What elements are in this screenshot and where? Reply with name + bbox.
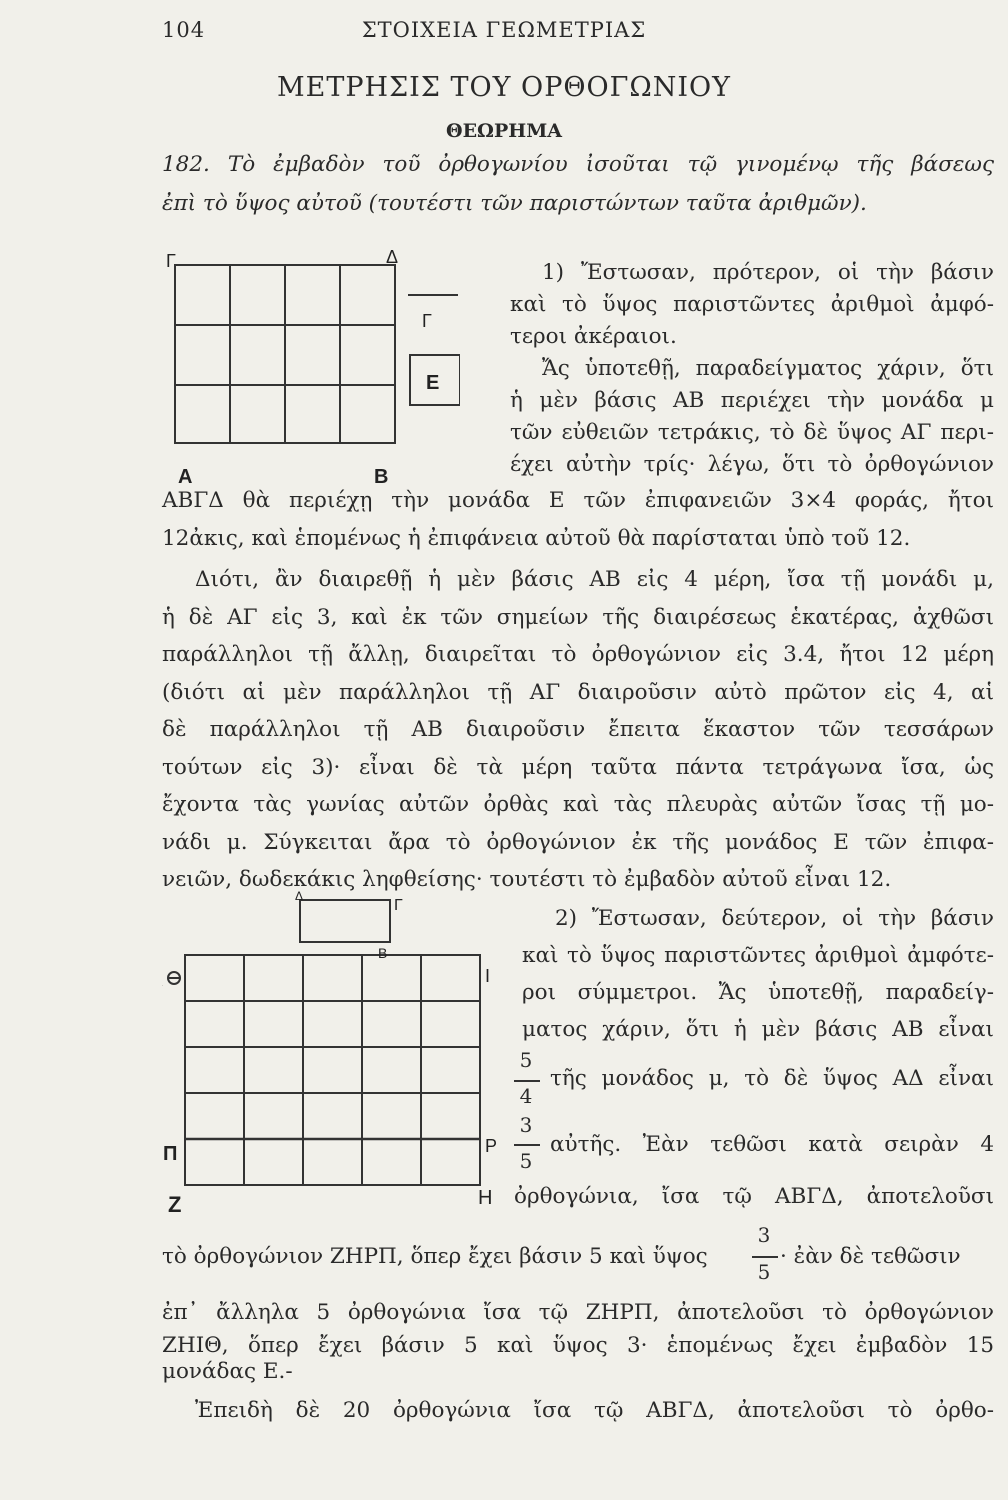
- figure-rectangle-grid: [160, 245, 460, 495]
- p3-line-4: ματος χάριν, ὅτι ἡ μὲν βάσις ΑΒ εἶναι: [522, 1017, 994, 1042]
- p2-line-8: νάδι μ. Σύγκειται ἄρα τὸ ὀρθογώνιον ἐκ τῆς μονάδος Ε τῶν ἐπιφα-: [162, 830, 994, 855]
- p5-line-1: ἐπ᾽ ἄλληλα 5 ὀρθογώνια ἴσα τῷ ΖΗΡΠ, ἀποτελοῦσι τὸ ὀρθογώνιον: [162, 1300, 994, 1325]
- p2-line-6: τούτων εἰς 3)· εἶναι δὲ τὰ μέρη ταῦτα πάντα τετράγωνα ἴσα, ὡς: [162, 755, 994, 780]
- label-gamma-small: Γ: [394, 897, 403, 914]
- fraction-1-bar: [514, 1080, 540, 1082]
- p1-line-5: ἡ μὲν βάσις ΑΒ περιέχει τὴν μονάδα μ: [510, 388, 994, 413]
- fraction-3-numerator: 3: [757, 1223, 771, 1247]
- label-unit-segment: Γ: [422, 311, 432, 331]
- theorem-label: ΘΕΩΡΗΜΑ: [446, 120, 562, 142]
- p2-line-2: ἡ δὲ ΑΓ εἰς 3, καὶ ἐκ τῶν σημείων τῆς διαιρέσεως ἑκατέρας, ἀχθῶσι: [162, 605, 994, 630]
- p1-line-9: 12ἀκις, καὶ ἑπομένως ἡ ἐπιφάνεια αὐτοῦ θὰ παρίσταται ὑπὸ τοῦ 12.: [162, 526, 911, 551]
- rectangle-zhith: [185, 955, 480, 1185]
- p1-line-4: Ἄς ὑποτεθῇ, παραδείγματος χάριν, ὅτι: [542, 356, 994, 381]
- label-zeta: Ζ: [168, 1192, 182, 1217]
- label-iota: Ι: [485, 966, 491, 986]
- label-gamma: Γ: [166, 251, 176, 271]
- p4-text-a: τὸ ὀρθογώνιον ΖΗΡΠ, ὅπερ ἔχει βάσιν 5 καὶ ὕψος: [162, 1244, 708, 1269]
- p3-line-1: 2) Ἔστωσαν, δεύτερον, οἱ τὴν βάσιν: [555, 906, 994, 931]
- fraction-2-denominator: 5: [519, 1149, 533, 1173]
- fraction-3-denominator: 5: [757, 1260, 771, 1284]
- p2-line-9: νειῶν, δωδεκάκις ληφθείσης· τουτέστι τὸ ἐμβαδὸν αὐτοῦ εἶναι 12.: [162, 867, 892, 892]
- p1-line-3: τεροι ἀκέραιοι.: [510, 324, 677, 349]
- p1-line-2: καὶ τὸ ὕψος παριστῶντες ἀριθμοὶ ἀμφό-: [510, 292, 994, 317]
- p2-line-3: παράλληλοι τῇ ἄλλῃ, διαιρεῖται τὸ ὀρθογώνιον εἰς 3.4, ἤτοι 12 μέρη: [162, 642, 994, 667]
- p2-line-1: Διότι, ἂν διαιρεθῇ ἡ μὲν βάσις ΑΒ εἰς 4 μέρη, ἴσα τῇ μονάδι μ,: [195, 567, 994, 592]
- p2-line-4: (διότι αἱ μὲν παράλληλοι τῇ ΑΓ διαιροῦσιν αὐτὸ πρῶτον εἰς 4, αἱ: [162, 680, 994, 705]
- svg-text:Θ: Θ: [162, 986, 163, 987]
- theorem-line-2: ἐπὶ τὸ ὕψος αὐτοῦ (τουτέστι τῶν παριστώντων ταῦτα ἀριθμῶν).: [162, 191, 867, 216]
- label-e: Ε: [426, 372, 440, 394]
- label-b-small: Β: [378, 945, 388, 961]
- p5-line-2: ΖΗΙΘ, ὅπερ ἔχει βάσιν 5 καὶ ὕψος 3· ἑπομένως ἔχει ἐμβαδὸν 15: [162, 1333, 994, 1358]
- figure-composite-rectangles: [160, 890, 505, 1230]
- fraction-2-bar: [514, 1144, 540, 1146]
- label-delta: Δ: [386, 247, 399, 267]
- label-b: Β: [374, 466, 389, 488]
- p3-line-3: ροι σύμμετροι. Ἄς ὑποτεθῇ, παραδείγ-: [522, 980, 994, 1005]
- label-eta: Η: [478, 1187, 493, 1209]
- p3-line-6: αὐτῆς. Ἐὰν τεθῶσι κατὰ σειρὰν 4: [550, 1132, 994, 1157]
- p2-line-5: δὲ παράλληλοι τῇ ΑΒ διαιροῦσιν ἔπειτα ἕκαστον τῶν τεσσάρων: [162, 717, 994, 742]
- p1-line-8: ΑΒΓΔ θὰ περιέχῃ τὴν μονάδα Ε τῶν ἐπιφανειῶν 3×4 φοράς, ἤτοι: [162, 488, 994, 513]
- p1-line-1: 1) Ἔστωσαν, πρότερον, οἱ τὴν βάσιν: [542, 260, 994, 285]
- p3-line-2: καὶ τὸ ὕψος παριστῶντες ἀριθμοὶ ἀμφότε-: [522, 943, 994, 968]
- p3-line-5: τῆς μονάδος μ, τὸ δὲ ὕψος ΑΔ εἶναι: [550, 1066, 994, 1091]
- page-number: 104: [162, 18, 206, 42]
- p1-line-6: τῶν εὐθειῶν τετράκις, τὸ δὲ ὕψος ΑΓ περι-: [510, 420, 994, 445]
- label-delta-small: Δ: [295, 890, 304, 903]
- p3-line-7: ὀρθογώνια, ἴσα τῷ ΑΒΓΔ, ἀποτελοῦσι: [514, 1184, 994, 1209]
- theorem-line-1: 182. Τὸ ἐμβαδὸν τοῦ ὀρθογωνίου ἰσοῦται τῷ γινομένῳ τῆς βάσεως: [162, 152, 994, 177]
- p5-line-3: μονάδας Ε.-: [162, 1359, 293, 1384]
- label-rho: Ρ: [485, 1136, 498, 1156]
- fraction-3-bar: [752, 1256, 778, 1258]
- p4-text-b: · ἐὰν δὲ τεθῶσιν: [780, 1244, 961, 1269]
- fraction-2-numerator: 3: [519, 1113, 533, 1137]
- label-pi: Π: [163, 1143, 178, 1165]
- p6-line-1: Ἐπειδὴ δὲ 20 ὀρθογώνια ἴσα τῷ ΑΒΓΔ, ἀποτελοῦσι τὸ ὀρθο-: [195, 1398, 994, 1423]
- label-a: Α: [178, 466, 193, 488]
- running-title: ΣΤΟΙΧΕΙΑ ΓΕΩΜΕΤΡΙΑΣ: [361, 18, 647, 42]
- section-title: ΜΕΤΡΗΣΙΣ ΤΟΥ ΟΡΘΟΓΩΝΙΟΥ: [277, 72, 731, 103]
- fraction-1-numerator: 5: [519, 1048, 533, 1072]
- p2-line-7: ἔχοντα τὰς γωνίας αὐτῶν ὀρθὰς καὶ τὰς πλευρὰς αὐτῶν ἴσας τῇ μο-: [162, 792, 994, 817]
- rectangle-abgd-small: [300, 900, 390, 942]
- fraction-1-denominator: 4: [519, 1084, 533, 1108]
- p1-line-7: έχει αὐτὴν τρίς· λέγω, ὅτι τὸ ὀρθογώνιον: [510, 452, 994, 477]
